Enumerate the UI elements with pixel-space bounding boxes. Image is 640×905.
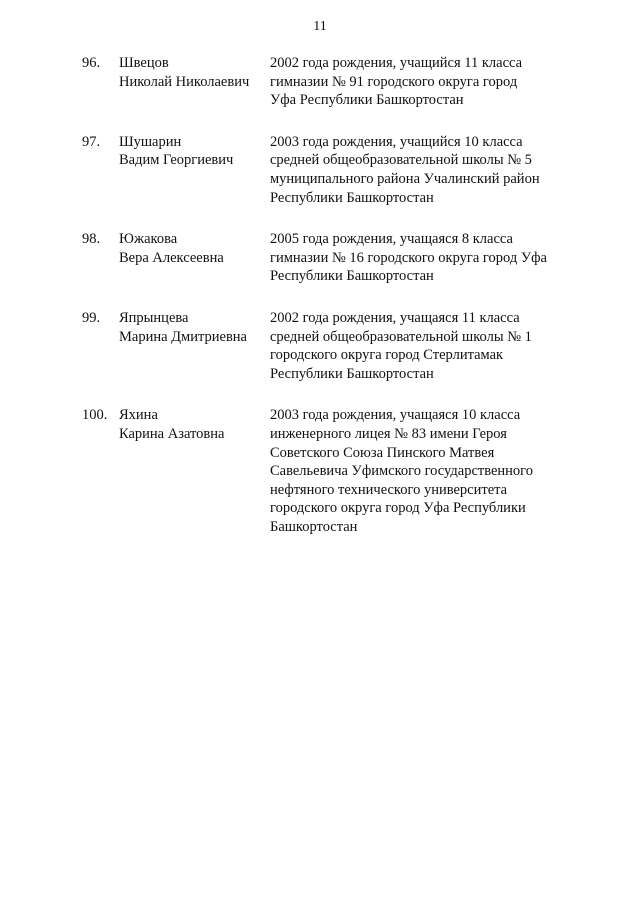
description-line: муниципального района Учалинский район <box>270 170 540 187</box>
given-names: Вадим Георгиевич <box>119 152 234 169</box>
list-item <box>82 230 582 286</box>
description-line: 2002 года рождения, учащийся 11 класса <box>270 55 523 71</box>
person-name <box>119 309 270 383</box>
entry-number: 100. <box>82 407 108 424</box>
description-line: средней общеобразовательной школы № 5 <box>270 152 532 169</box>
person-name <box>119 406 270 536</box>
entry-list <box>82 54 582 536</box>
description-line: Савельевича Уфимского государственного <box>270 463 534 480</box>
person-description <box>270 133 582 207</box>
given-names: Николай Николаевич <box>119 73 250 90</box>
person-name <box>119 133 270 207</box>
given-names: Вера Алексеевна <box>119 249 224 266</box>
person-description <box>270 406 582 536</box>
entry-number: 96. <box>82 55 101 71</box>
description-line: Уфа Республики Башкортостан <box>270 92 464 109</box>
description-line: Республики Башкортостан <box>270 268 434 285</box>
description-line: 2005 года рождения, учащаяся 8 класса <box>270 231 513 248</box>
surname: Швецов <box>119 55 169 71</box>
person-description <box>270 230 582 286</box>
surname: Южакова <box>119 231 178 248</box>
list-item <box>82 406 582 536</box>
description-line: гимназии № 91 городского округа город <box>270 73 518 90</box>
surname: Шушарин <box>119 133 182 150</box>
list-item <box>82 309 582 383</box>
page-number: 11 <box>313 19 327 34</box>
surname: Япрынцева <box>119 309 189 326</box>
description-line: Башкортостан <box>270 518 358 535</box>
description-line: нефтяного технического университета <box>270 481 508 498</box>
description-line: 2002 года рождения, учащаяся 11 класса <box>270 309 520 326</box>
given-names: Карина Азатовна <box>119 425 225 442</box>
description-line: Республики Башкортостан <box>270 365 434 382</box>
surname: Яхина <box>119 407 158 424</box>
person-name <box>119 230 270 286</box>
description-line: 2003 года рождения, учащаяся 10 класса <box>270 407 521 424</box>
person-name <box>119 54 270 110</box>
description-line: Республики Башкортостан <box>270 189 434 206</box>
person-description <box>270 309 582 383</box>
list-item <box>82 133 582 207</box>
given-names: Марина Дмитриевна <box>119 328 247 345</box>
list-item <box>82 54 582 110</box>
entry-number: 97. <box>82 133 101 150</box>
description-line: инженерного лицея № 83 имени Героя <box>270 425 507 442</box>
description-line: гимназии № 16 городского округа город Уфа <box>270 249 547 266</box>
entry-number: 98. <box>82 231 101 248</box>
entry-number: 99. <box>82 309 101 326</box>
description-line: средней общеобразовательной школы № 1 <box>270 328 532 345</box>
description-line: Советского Союза Пинского Матвея <box>270 444 495 461</box>
person-description <box>270 54 582 110</box>
description-line: городского округа город Уфа Республики <box>270 500 526 517</box>
description-line: 2003 года рождения, учащийся 10 класса <box>270 133 523 150</box>
description-line: городского округа город Стерлитамак <box>270 347 504 364</box>
